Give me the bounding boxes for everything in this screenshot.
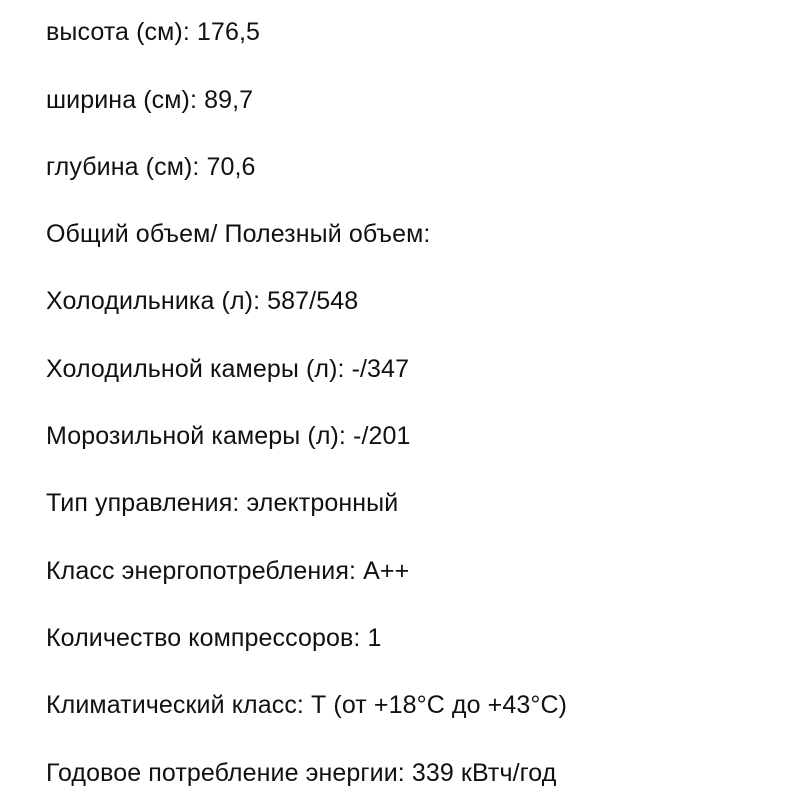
spec-line-annual-energy: Годовое потребление энергии: 339 кВтч/год <box>46 759 557 787</box>
spec-line-fridge-compartment-volume: Холодильной камеры (л): -/347 <box>46 355 410 383</box>
spec-line-fridge-total-volume: Холодильника (л): 587/548 <box>46 287 359 315</box>
spec-line-depth: глубина (см): 70,6 <box>46 153 256 181</box>
spec-line-energy-class: Класс энергопотребления: A++ <box>46 557 410 585</box>
spec-line-compressor-count: Количество компрессоров: 1 <box>46 624 382 652</box>
spec-line-climate-class: Климатический класс: Т (от +18°С до +43°С) <box>46 691 568 719</box>
spec-line-height: высота (см): 176,5 <box>46 18 260 46</box>
spec-line-control-type: Тип управления: электронный <box>46 489 399 517</box>
spec-line-volume-header: Общий объем/ Полезный объем: <box>46 220 431 248</box>
spec-line-width: ширина (см): 89,7 <box>46 86 254 114</box>
spec-line-freezer-volume: Морозильной камеры (л): -/201 <box>46 422 411 450</box>
